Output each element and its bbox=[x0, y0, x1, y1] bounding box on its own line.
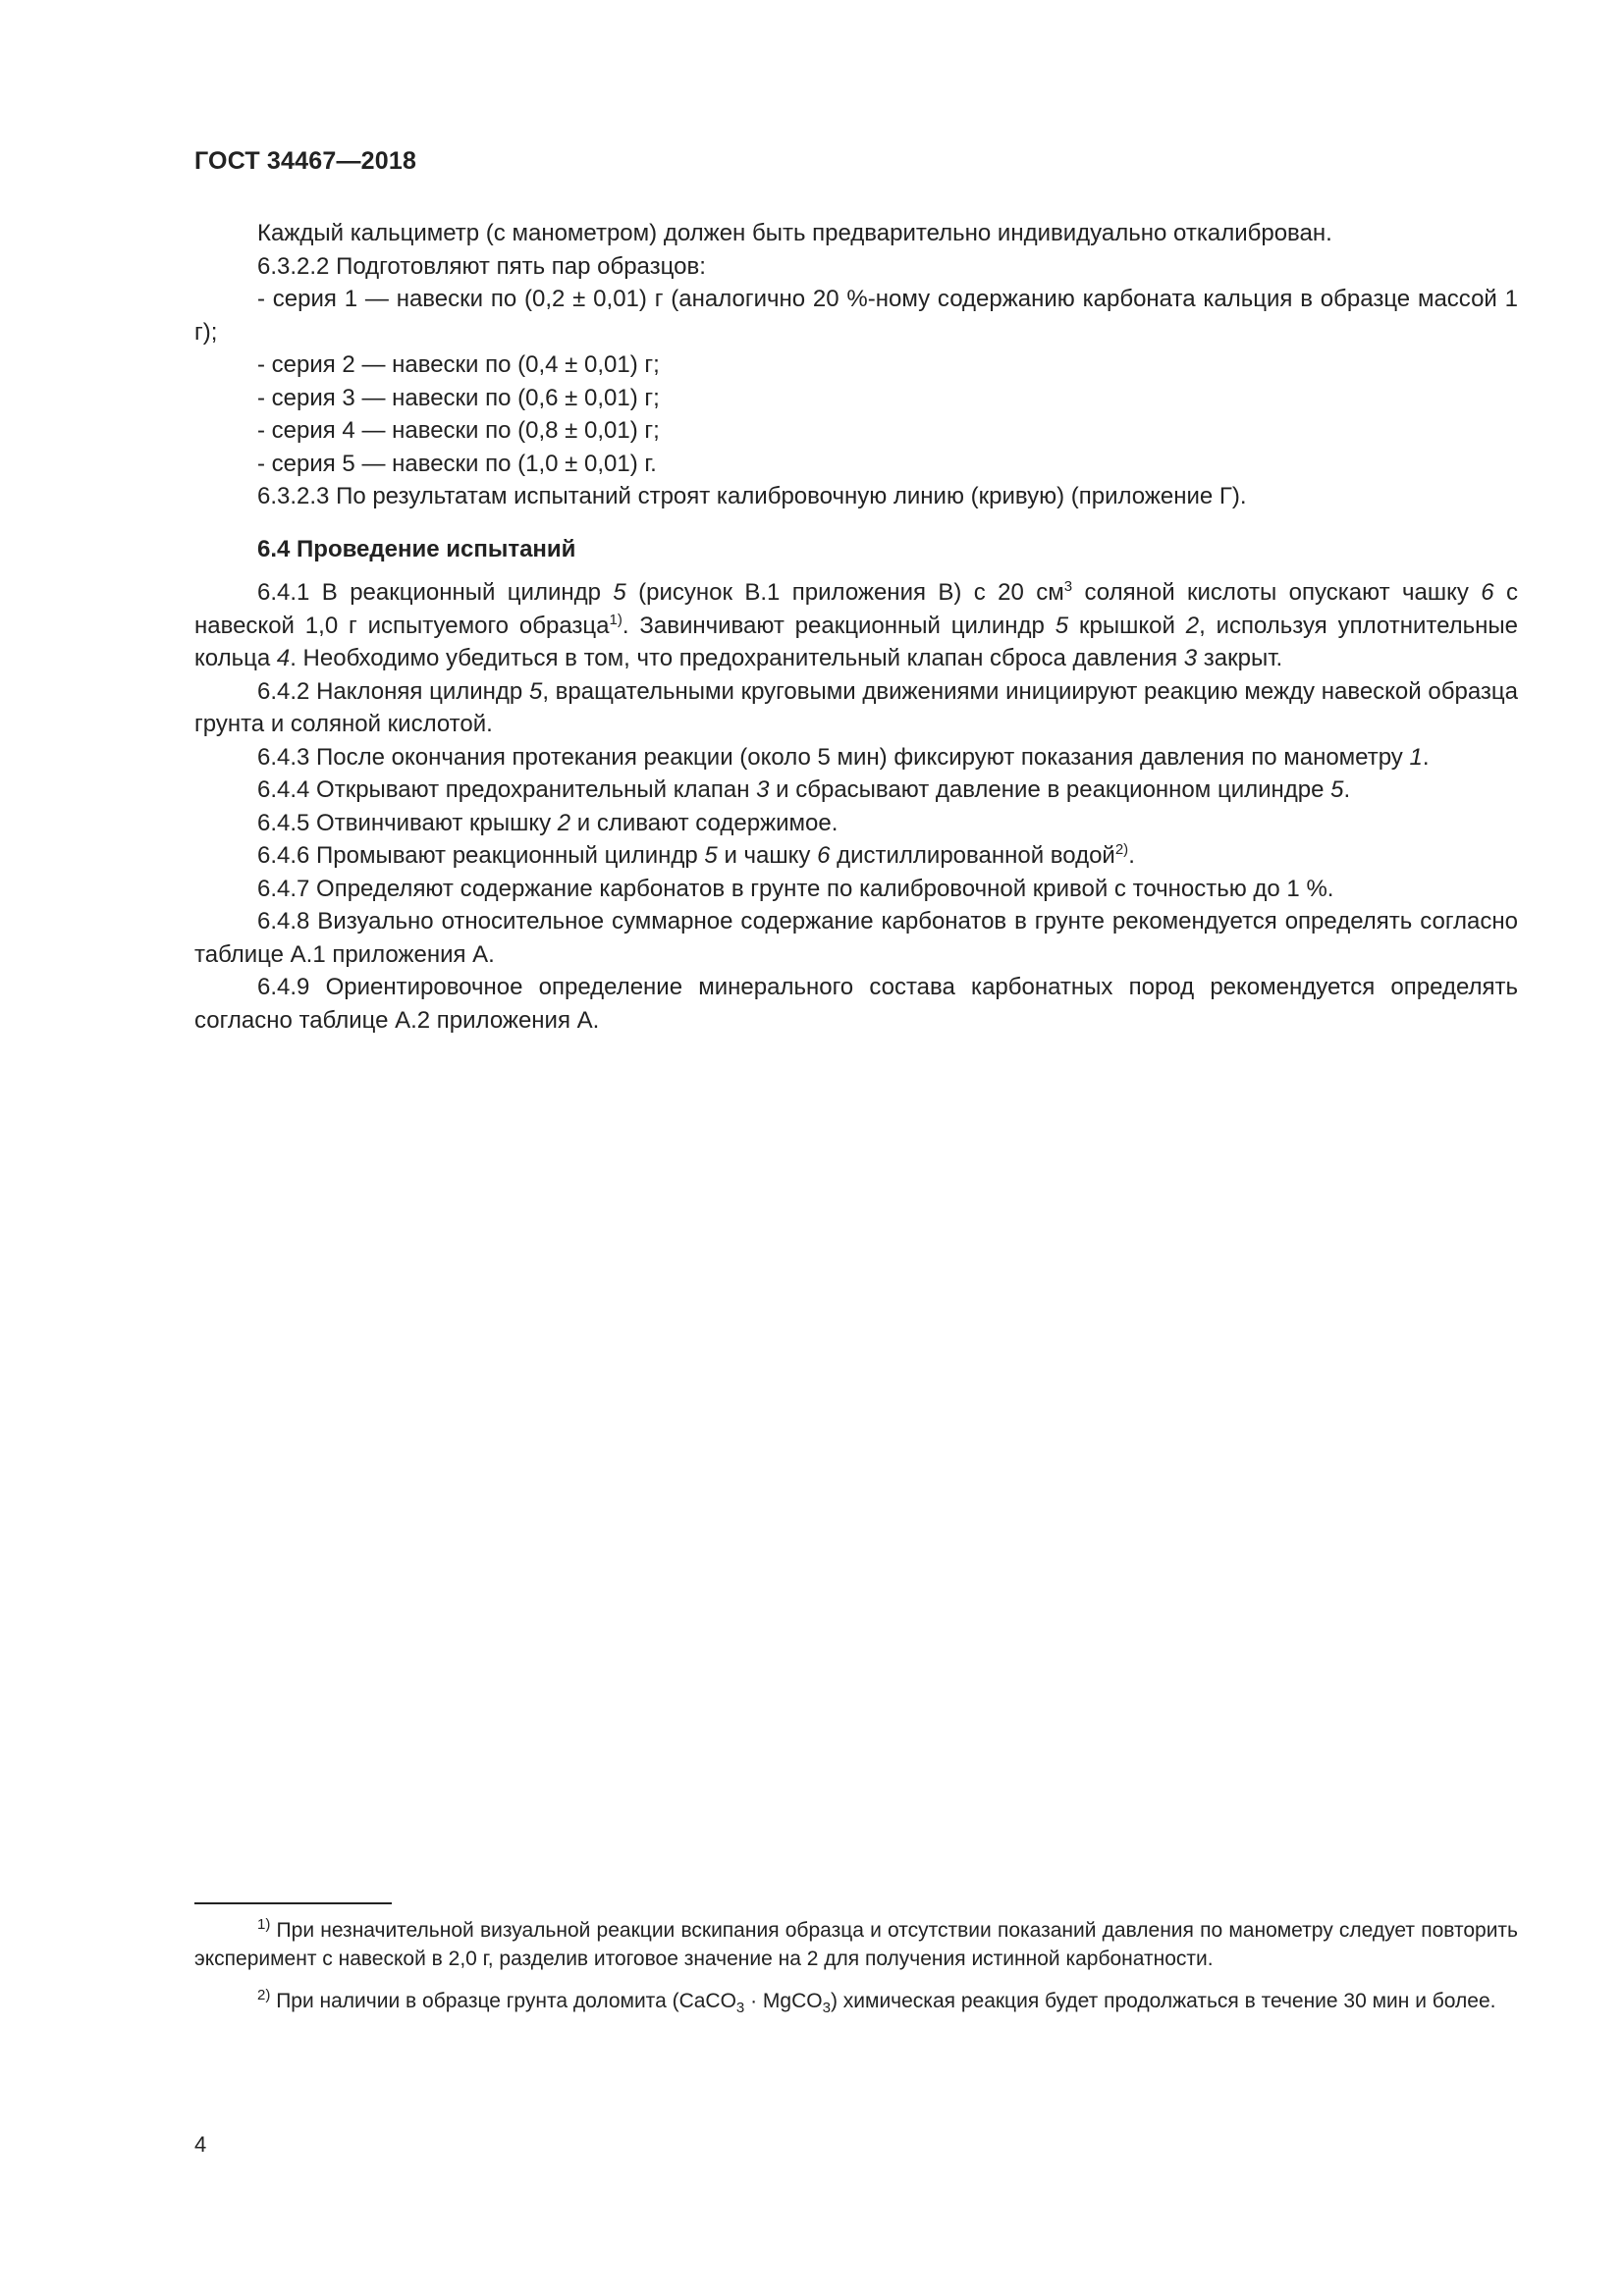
italic-ref: 5 bbox=[613, 579, 626, 606]
text-span: и сливают содержимое. bbox=[570, 809, 839, 836]
footnote-2 bbox=[194, 1987, 1518, 2015]
text-span: При наличии в образце грунта доломита (CaCO bbox=[276, 1990, 736, 2012]
paragraph-6-4-6 bbox=[194, 839, 1518, 873]
italic-ref: 6 bbox=[1481, 579, 1494, 606]
paragraph-6-4-3 bbox=[194, 741, 1518, 774]
text-span: 6.4.1 В реакционный цилиндр bbox=[257, 579, 614, 606]
paragraph-6-4-5 bbox=[194, 807, 1518, 840]
paragraph-6-4-9: 6.4.9 Ориентировочное определение минерального состава карбонатных пород рекомендуется определять согласно таблице А.2 приложения А. bbox=[194, 974, 1518, 1034]
document-code-header: ГОСТ 34467—2018 bbox=[194, 147, 417, 175]
subscript: 3 bbox=[735, 2000, 745, 2016]
text-span: 6.4.5 Отвинчивают крышку bbox=[257, 809, 558, 836]
subscript: 3 bbox=[822, 2000, 831, 2016]
paragraph-6-4-7: 6.4.7 Определяют содержание карбонатов в грунте по калибровочной кривой с точностью до 1 %. bbox=[257, 875, 1334, 902]
italic-ref: 1 bbox=[1409, 743, 1423, 771]
paragraph-6-3-2-2: 6.3.2.2 Подготовляют пять пар образцов: bbox=[257, 252, 706, 280]
footnotes-section bbox=[194, 1902, 1518, 2029]
text-span: . bbox=[1128, 842, 1135, 869]
text-span: 6.4.4 Открывают предохранительный клапан bbox=[257, 776, 757, 803]
page-number: 4 bbox=[194, 2132, 207, 2157]
footnote-mark: 1) bbox=[257, 1916, 271, 1933]
paragraph-6-4-4 bbox=[194, 774, 1518, 807]
list-item-series-4: - серия 4 — навески по (0,8 ± 0,01) г; bbox=[257, 417, 660, 444]
text-span: и сбрасывают давление в реакционном цилиндре bbox=[769, 776, 1331, 803]
footnote-text: При незначительной визуальной реакции вскипания образца и отсутствии показаний давления по манометру следует повторить эксперимент с навеской в 2,0 г, разделив итоговое значение на 2 для получения истинной карбонатности. bbox=[194, 1919, 1518, 1970]
text-span: · MgCO bbox=[744, 1990, 823, 2012]
list-item-series-5: - серия 5 — навески по (1,0 ± 0,01) г. bbox=[257, 450, 657, 477]
text-span: . bbox=[1422, 743, 1430, 771]
document-body bbox=[194, 217, 1518, 1037]
italic-ref: 6 bbox=[817, 842, 831, 869]
paragraph-6-3-2-3: 6.3.2.3 По результатам испытаний строят калибровочную линию (кривую) (приложение Г). bbox=[257, 483, 1247, 509]
paragraph-6-4-2 bbox=[194, 675, 1518, 741]
text-span: 6.4.2 Наклоняя цилиндр bbox=[257, 677, 529, 705]
text-span: . Необходимо убедиться в том, что предохранительный клапан сброса давления bbox=[290, 645, 1184, 671]
footnote-1 bbox=[194, 1916, 1518, 1973]
list-item-series-3: - серия 3 — навески по (0,6 ± 0,01) г; bbox=[257, 384, 660, 411]
text-span: соляной кислоты опускают чашку bbox=[1072, 579, 1482, 606]
text-span: , вращательными круговыми движениями инициируют реакцию между навеской образца грунта и соляной кислотой. bbox=[194, 677, 1518, 737]
text-span: . Завинчивают реакционный цилиндр bbox=[622, 612, 1056, 639]
italic-ref: 5 bbox=[528, 677, 543, 705]
text-span: 6.4.3 После окончания протекания реакции (около 5 мин) фиксируют показания давления по манометру bbox=[257, 743, 1410, 771]
footnote-divider bbox=[194, 1902, 392, 1904]
footnote-ref-1: 1) bbox=[609, 611, 623, 628]
list-item-series-2: - серия 2 — навески по (0,4 ± 0,01) г; bbox=[257, 351, 660, 378]
paragraph-6-4-8: 6.4.8 Визуально относительное суммарное содержание карбонатов в грунте рекомендуется определять согласно таблице А.1 приложения А. bbox=[194, 908, 1518, 968]
text-span: крышкой bbox=[1068, 612, 1186, 639]
text-span: закрыт. bbox=[1197, 645, 1283, 671]
italic-ref: 5 bbox=[704, 842, 718, 869]
text-span: , используя уплотнительные кольца bbox=[194, 612, 1518, 671]
italic-ref: 5 bbox=[1055, 612, 1069, 639]
italic-ref: 3 bbox=[756, 776, 770, 803]
italic-ref: 5 bbox=[1330, 776, 1344, 803]
list-item-series-1: - серия 1 — навески по (0,2 ± 0,01) г (аналогично 20 %-ному содержанию карбоната кальция в образце массой 1 г); bbox=[194, 286, 1518, 346]
superscript: 3 bbox=[1063, 578, 1073, 595]
text-span: (рисунок В.1 приложения В) с 20 см bbox=[625, 579, 1064, 606]
text-span: ) химическая реакция будет продолжаться в течение 30 мин и более. bbox=[830, 1990, 1496, 2012]
italic-ref: 4 bbox=[276, 645, 291, 671]
text-span: дистиллированной водой bbox=[830, 842, 1115, 869]
text-span: 6.4.6 Промывают реакционный цилиндр bbox=[257, 842, 705, 869]
footnote-mark: 2) bbox=[257, 1987, 271, 2003]
document-page bbox=[194, 147, 1518, 1037]
italic-ref: 2 bbox=[1185, 612, 1200, 639]
paragraph-calibration-note: Каждый кальциметр (с манометром) должен быть предварительно индивидуально откалиброван. bbox=[257, 220, 1332, 246]
paragraph-6-4-1 bbox=[194, 576, 1518, 675]
text-span: . bbox=[1343, 776, 1351, 803]
text-span: и чашку bbox=[717, 842, 818, 869]
italic-ref: 3 bbox=[1183, 645, 1198, 671]
italic-ref: 2 bbox=[557, 809, 571, 836]
text-span: с навеской 1,0 г испытуемого образца bbox=[194, 579, 1519, 639]
section-heading-6-4: 6.4 Проведение испытаний bbox=[257, 535, 576, 562]
footnote-ref-2: 2) bbox=[1114, 841, 1129, 858]
